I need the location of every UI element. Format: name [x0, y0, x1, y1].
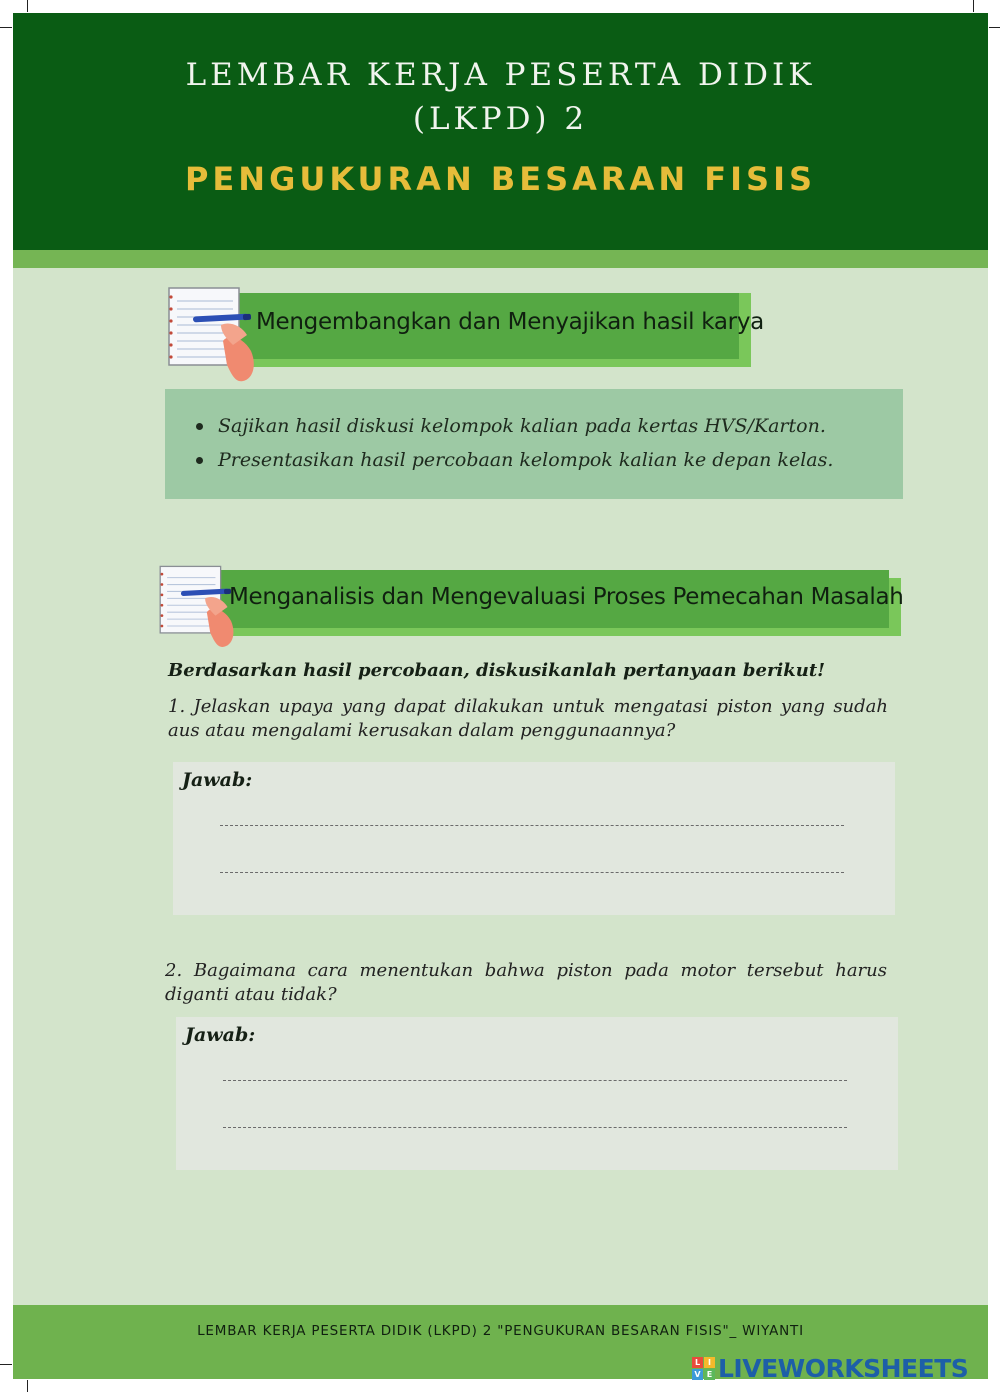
section2-instruction: Berdasarkan hasil percobaan, diskusikanlah pertanyaan berikut! [168, 660, 826, 681]
question-2: 2. Bagaimana cara menentukan bahwa piston pada motor tersebut harus diganti atau tidak? [165, 960, 887, 1005]
footer-text: LEMBAR KERJA PESERTA DIDIK (LKPD) 2 "PENGUKURAN BESARAN FISIS"_ WIYANTI [197, 1323, 804, 1339]
bullet-list [165, 389, 903, 477]
section2-banner [155, 562, 905, 652]
brand-name: LIVEWORKSHEETS [718, 1353, 969, 1383]
answer-label: Jawab: [185, 1024, 256, 1046]
crop-mark [973, 0, 974, 12]
answer-line[interactable] [223, 1127, 847, 1128]
header-accent-strip [13, 250, 988, 268]
section1-banner [163, 285, 764, 375]
section1-bullet-box [165, 389, 903, 499]
list-item: Presentasikan hasil percobaan kelompok kalian ke depan kelas. [218, 443, 903, 477]
crop-mark [27, 1380, 28, 1392]
liveworksheets-logo-icon: L I V E [692, 1357, 715, 1380]
answer-label: Jawab: [182, 769, 253, 791]
notepad-writing-hand-icon [163, 285, 273, 385]
answer-box-2[interactable] [176, 1017, 898, 1170]
answer-box-1[interactable] [173, 762, 895, 915]
crop-mark [989, 27, 1000, 28]
answer-line[interactable] [220, 825, 844, 826]
question-1: 1. Jelaskan upaya yang dapat dilakukan untuk mengatasi piston yang sudah aus atau mengalami kerusakan dalam penggunaannya? [168, 696, 888, 741]
crop-mark [27, 0, 28, 12]
page-subtitle: PENGUKURAN BESARAN FISIS [184, 160, 817, 198]
answer-line[interactable] [220, 872, 844, 873]
list-item: Sajikan hasil diskusi kelompok kalian pada kertas HVS/Karton. [218, 409, 903, 443]
header [13, 13, 988, 250]
page-title: LEMBAR KERJA PESERTA DIDIK [185, 57, 816, 93]
section2-heading: Menganalisis dan Mengevaluasi Proses Pemecahan Masalah [229, 584, 904, 610]
section1-heading: Mengembangkan dan Menyajikan hasil karya [256, 309, 764, 335]
crop-mark [0, 1364, 12, 1365]
liveworksheets-brand[interactable] [692, 1352, 968, 1384]
worksheet-page [13, 13, 988, 1379]
crop-mark [0, 27, 12, 28]
page-title-number: (LKPD) 2 [412, 101, 589, 137]
answer-line[interactable] [223, 1080, 847, 1081]
